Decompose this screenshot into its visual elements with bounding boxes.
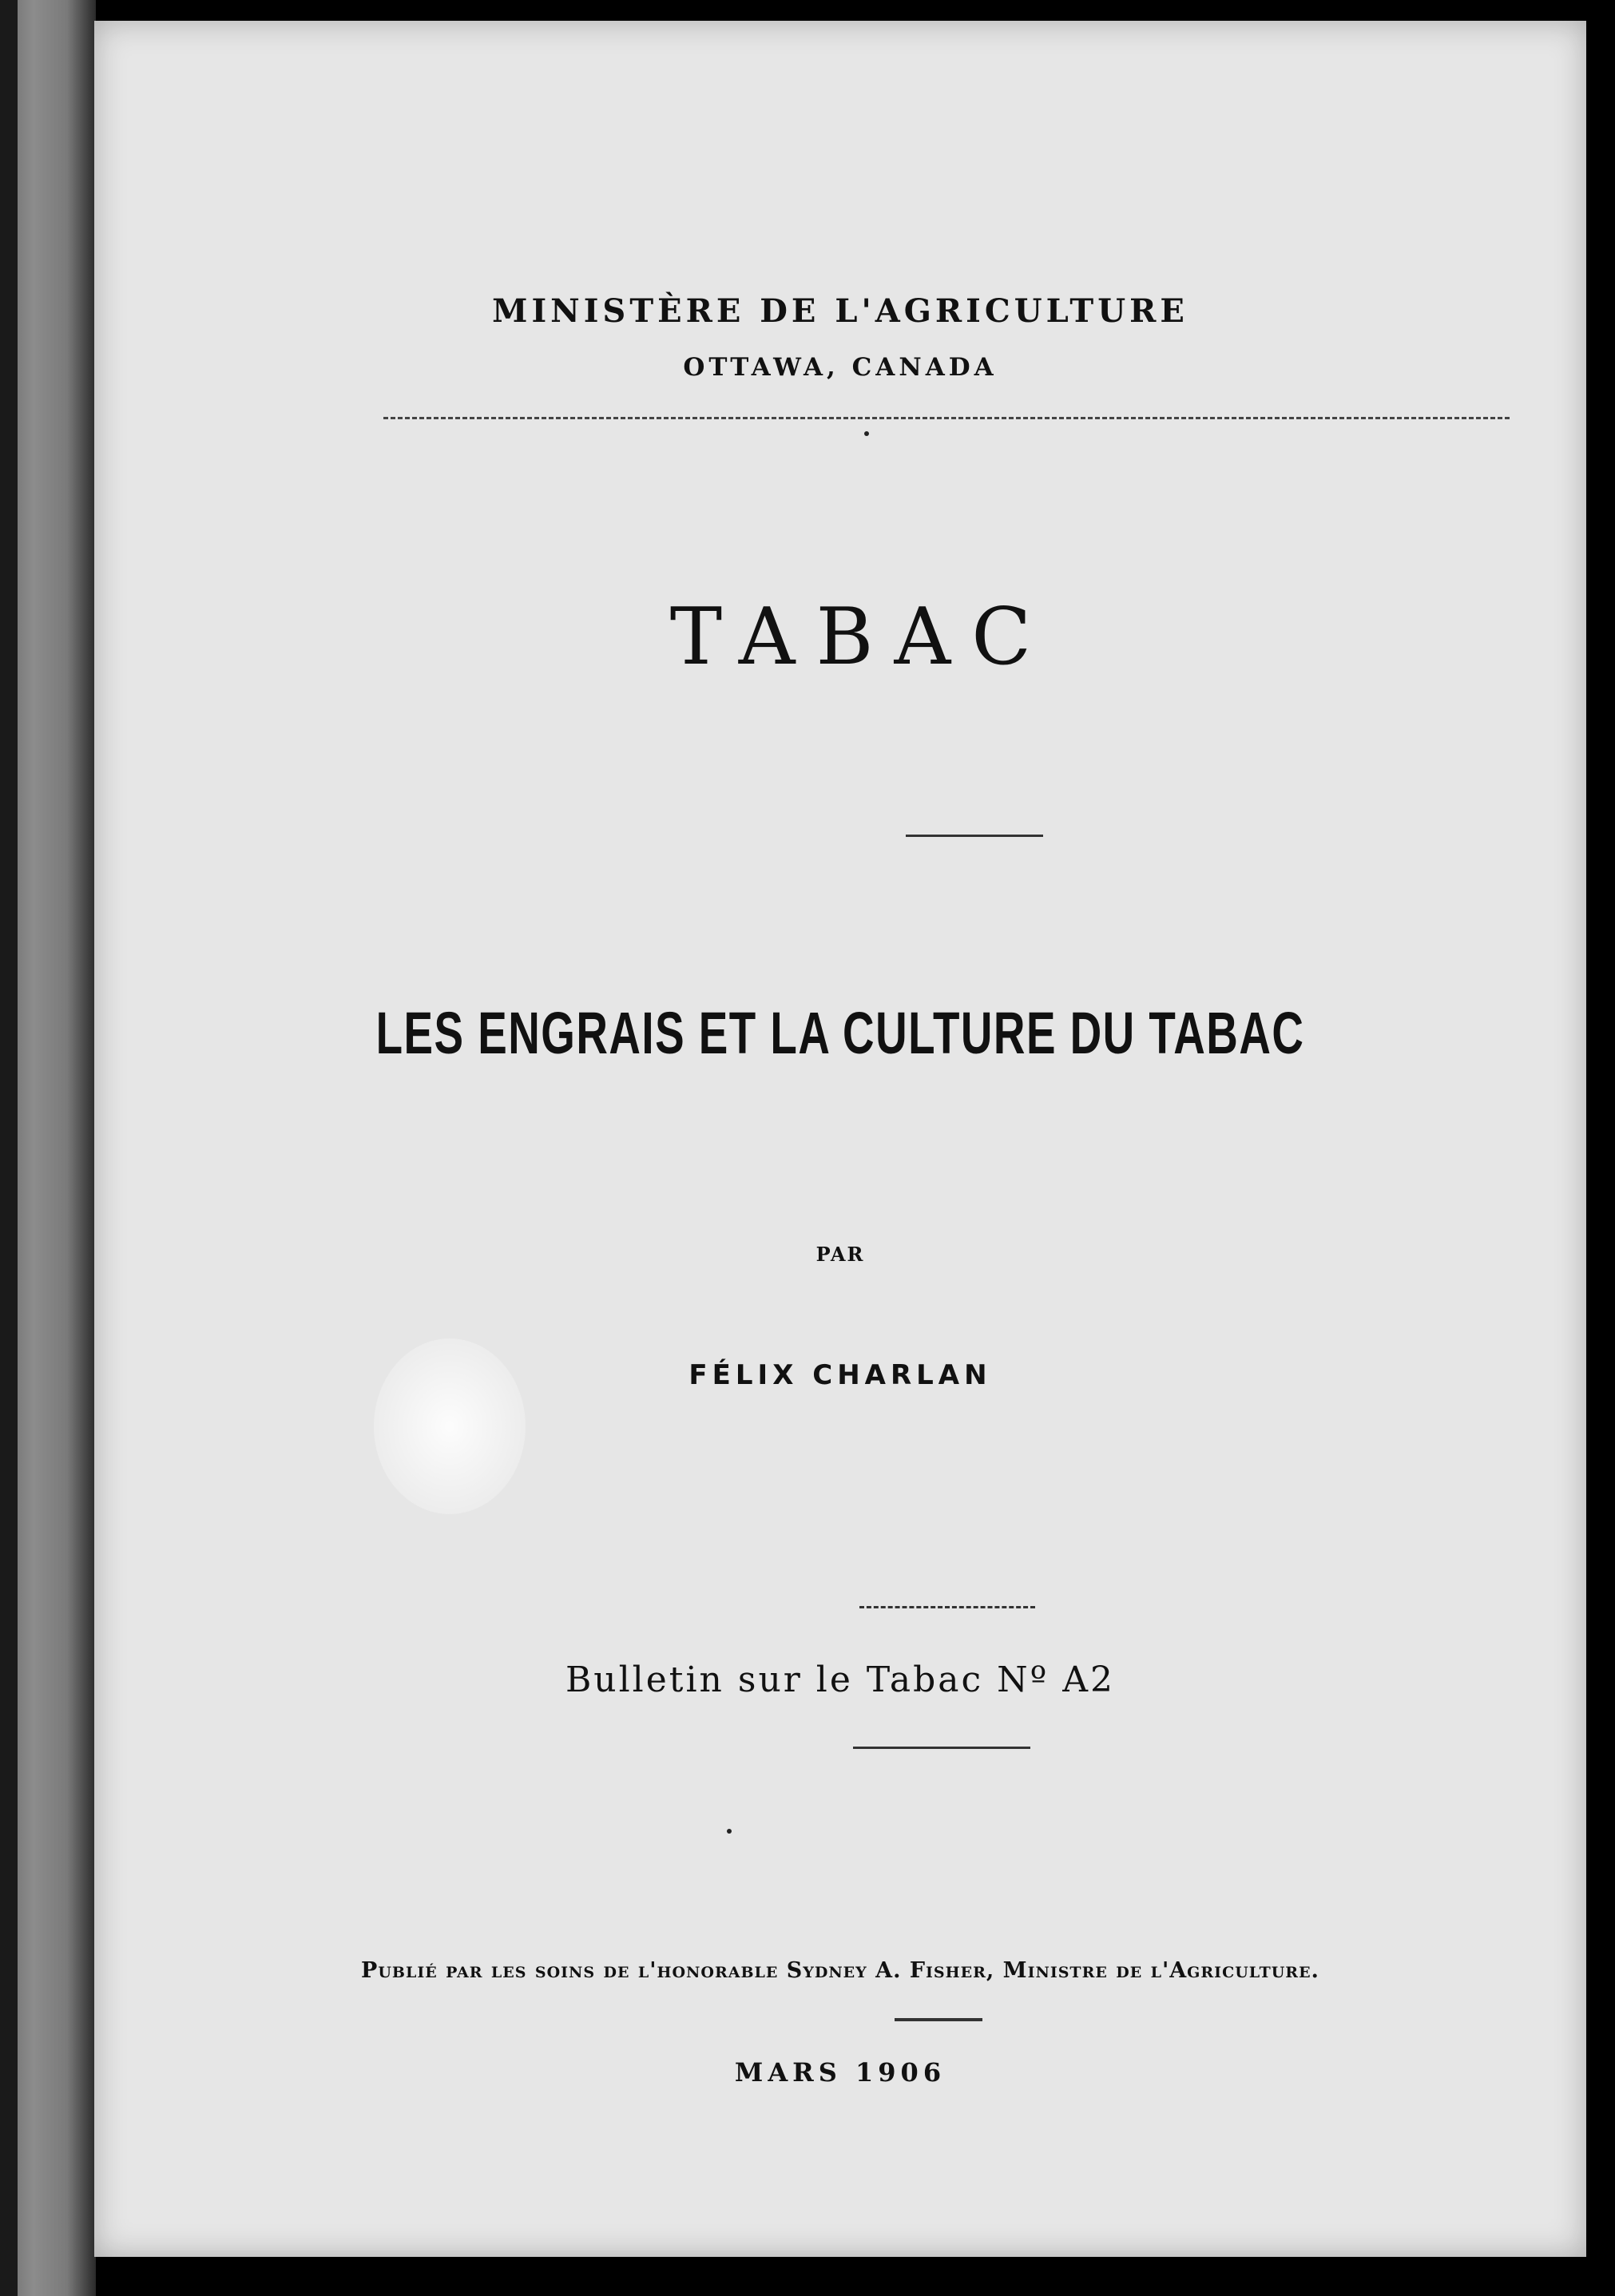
author-name: FÉLIX CHARLAN (688, 1359, 992, 1391)
ministry-heading: MINISTÈRE DE L'AGRICULTURE (492, 292, 1188, 330)
header-rule (383, 417, 1510, 419)
ink-speck (727, 1829, 732, 1834)
by-label: PAR (815, 1243, 865, 1266)
city-line: OTTAWA, CANADA (683, 353, 998, 382)
title-rule (906, 835, 1043, 837)
page-title: TABAC (669, 592, 1053, 683)
date-rule (895, 2018, 982, 2021)
bulletin-rule-bottom (853, 1747, 1030, 1749)
publisher-line: Publié par les soins de l'honorable Sydney A. Fisher, Ministre de l'Agriculture. (361, 1958, 1319, 1983)
bulletin-number: Bulletin sur le Tabac Nº A2 (565, 1660, 1116, 1700)
publication-date: MARS 1906 (734, 2057, 946, 2088)
title-page (94, 21, 1586, 2257)
spine-edge (0, 0, 18, 2296)
page-subtitle: LES ENGRAIS ET LA CULTURE DU TABAC (375, 1000, 1305, 1066)
ink-speck (864, 431, 869, 436)
bulletin-rule-top (859, 1606, 1035, 1608)
